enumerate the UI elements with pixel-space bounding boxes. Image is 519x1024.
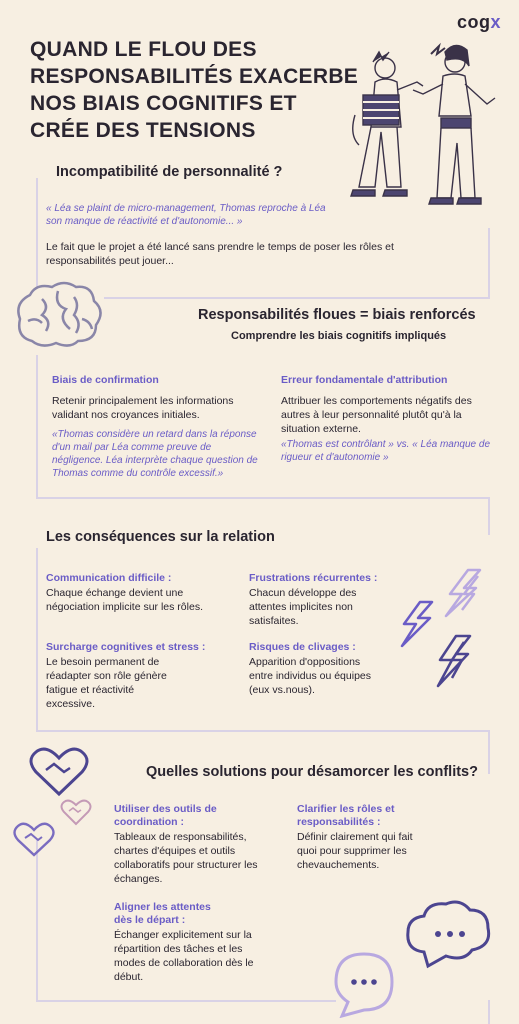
solution-text-2: Définir clairement qui fait quoi pour supprimer les chevauchements. bbox=[297, 831, 413, 871]
solution-text-3: Échanger explicitement sur la répartition des tâches et les modes de collaboration dès le début. bbox=[114, 929, 254, 983]
bias-confirmation-text: Retenir principalement les informations validant nos croyances initiales. bbox=[52, 395, 234, 421]
brand-logo: cogx bbox=[456, 12, 501, 32]
arguing-people-illustration bbox=[345, 40, 505, 225]
section1-quote: « Léa se plaint de micro-management, Thomas reproche à Léa son manque de réactivité et d'autonomie... » bbox=[46, 203, 326, 227]
consequence-label-3: Surcharge cognitives et stress : bbox=[46, 641, 206, 653]
heart-handshake-icon bbox=[12, 820, 56, 858]
section-heading-solutions: Quelles solutions pour désamorcer les conflits? bbox=[138, 764, 486, 780]
connector-line bbox=[36, 1000, 336, 1002]
connector-line bbox=[488, 497, 490, 535]
brain-icon bbox=[12, 281, 104, 357]
consequence-label-1: Communication difficile : bbox=[46, 572, 172, 584]
page-title: QUAND LE FLOU DES RESPONSABILITÉS EXACERBE NOS BIAIS COGNITIFS ET CRÉE DES TENSIONS bbox=[30, 38, 359, 142]
connector-line bbox=[36, 497, 490, 499]
bias-attribution-label: Erreur fondamentale d'attribution bbox=[281, 374, 448, 386]
consequence-text-4: Apparition d'oppositions entre individus ou équipes (eux vs.nous). bbox=[249, 656, 372, 696]
connector-line bbox=[36, 178, 38, 288]
section1-text: Le fait que le projet a été lancé sans prendre le temps de poser les rôles et responsabilités peut jouer... bbox=[46, 241, 394, 267]
solution-label-2: Clarifier les rôles et responsabilités : bbox=[297, 803, 395, 828]
bias-attribution-text: Attribuer les comportements négatifs des autres à leur personnalité plutôt qu'à la situation externe. bbox=[281, 395, 472, 435]
section-heading-biases: Responsabilités floues = biais renforcés bbox=[190, 307, 484, 323]
consequence-text-2: Chacun développe des attentes implicites non satisfaites. bbox=[249, 587, 357, 627]
speech-bubble-icon bbox=[330, 948, 398, 1018]
consequence-text-3: Le besoin permanent de réadapter son rôle génère fatigue et réactivité excessive. bbox=[46, 656, 167, 710]
connector-line bbox=[36, 355, 38, 497]
connector-line bbox=[488, 1000, 490, 1024]
bias-confirmation-quote: «Thomas considère un retard dans la réponse d'un mail par Léa comme preuve de négligence. Léa interprète chaque question de Thomas comme du contrôle excessif.» bbox=[52, 429, 258, 479]
connector-line bbox=[36, 840, 38, 1000]
section-heading-consequences: Les conséquences sur la relation bbox=[38, 529, 283, 545]
connector-line bbox=[488, 730, 490, 774]
solution-label-3: Aligner les attentes dès le départ : bbox=[114, 901, 211, 926]
lightning-icon bbox=[398, 566, 498, 694]
connector-line bbox=[36, 730, 490, 732]
consequence-label-2: Frustrations récurrentes : bbox=[249, 572, 378, 584]
solution-text-1: Tableaux de responsabilités, chartes d'équipes et outils collaboratifs pour structurer les échanges. bbox=[114, 831, 258, 885]
connector-line bbox=[488, 228, 490, 298]
bias-confirmation-label: Biais de confirmation bbox=[52, 374, 159, 386]
heart-handshake-icon bbox=[60, 798, 92, 826]
solution-label-1: Utiliser des outils de coordination : bbox=[114, 803, 217, 828]
section2-subheading: Comprendre les biais cognitifs impliqués bbox=[231, 330, 447, 342]
bias-attribution-quote: «Thomas est contrôlant » vs. « Léa manque de rigueur et d'autonomie » bbox=[281, 439, 491, 463]
consequence-label-4: Risques de clivages : bbox=[249, 641, 356, 653]
consequence-text-1: Chaque échange devient une négociation implicite sur les rôles. bbox=[46, 587, 203, 613]
connector-line bbox=[104, 297, 490, 299]
heart-handshake-icon bbox=[28, 744, 90, 798]
connector-line bbox=[36, 548, 38, 730]
section-heading-personality: Incompatibilité de personnalité ? bbox=[48, 164, 290, 180]
speech-bubble-icon bbox=[404, 900, 494, 970]
